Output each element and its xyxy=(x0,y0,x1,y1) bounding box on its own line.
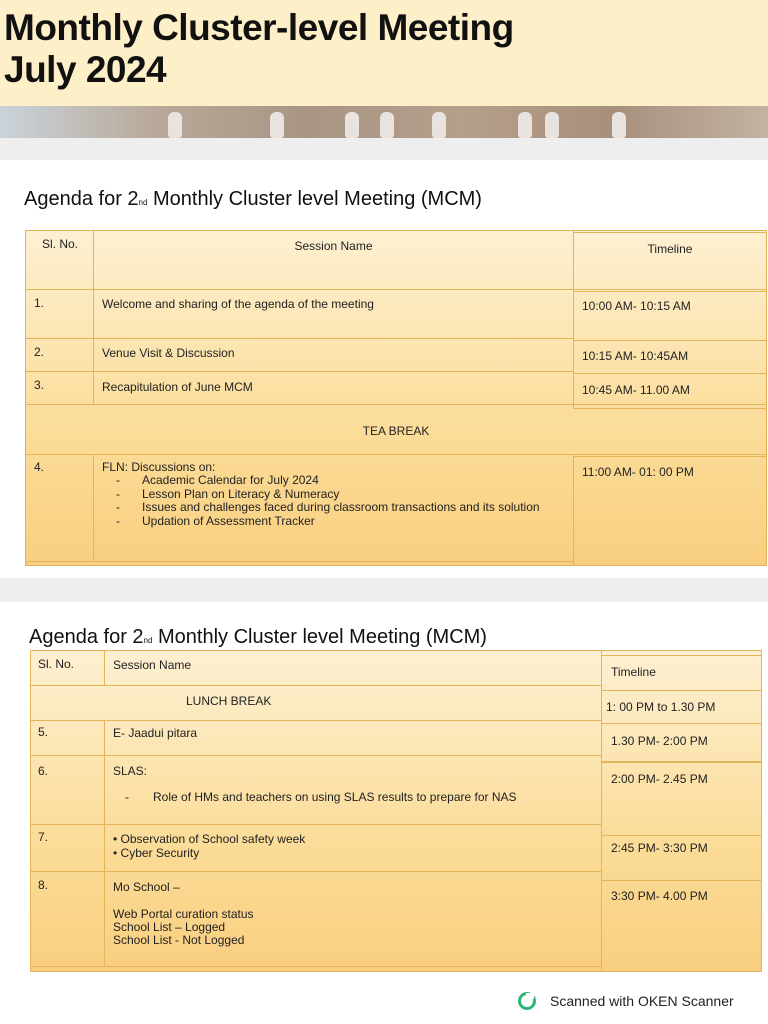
lunch-break-row: LUNCH BREAK xyxy=(30,685,602,721)
table-row-2-session: Venue Visit & Discussion xyxy=(93,338,574,372)
col-header-session: Session Name xyxy=(104,650,602,686)
list-item: Web Portal curation status xyxy=(113,907,254,921)
table-row-4-sl: 4. xyxy=(25,454,94,562)
list-item: • Observation of School safety week xyxy=(113,832,306,846)
header-photo-strip xyxy=(0,106,768,138)
table-row-1-sl: 1. xyxy=(25,289,94,339)
table-row-6-session xyxy=(104,755,602,825)
table-row-4-time: 11:00 AM- 01: 00 PM xyxy=(573,456,767,566)
table-row-3-time: 10:45 AM- 11.00 AM xyxy=(573,373,767,409)
list-item: • Cyber Security xyxy=(113,846,200,860)
col-header-session: Session Name xyxy=(93,230,574,290)
scanner-watermark-text: Scanned with OKEN Scanner xyxy=(550,993,734,1009)
table-row-7-time: 2:45 PM- 3:30 PM xyxy=(601,835,762,881)
col-header-timeline: Timeline xyxy=(573,232,767,290)
page-header xyxy=(0,0,768,106)
scanner-footer xyxy=(518,991,734,1011)
page-divider xyxy=(0,138,768,160)
list-item: - Lesson Plan on Literacy & Numeracy xyxy=(102,488,573,502)
list-item: School List – Logged xyxy=(113,920,226,934)
table-row-7-session xyxy=(104,824,602,872)
table-row-5-session: E- Jaadui pitara xyxy=(104,720,602,756)
agenda-2-title: Agenda for 2nd Monthly Cluster level Meeting (MCM) xyxy=(29,626,487,648)
fln-heading: FLN: Discussions on: xyxy=(102,460,216,474)
table-row-1-time: 10:00 AM- 10:15 AM xyxy=(573,291,767,341)
table-row-5-time: 1.30 PM- 2:00 PM xyxy=(601,723,762,763)
table-row-5-sl: 5. xyxy=(30,720,105,756)
col-header-timeline: Timeline xyxy=(601,655,762,691)
tea-break-row: TEA BREAK xyxy=(25,404,767,455)
table-row-6-time: 2:00 PM- 2.45 PM xyxy=(601,761,762,836)
table-row-8-sl: 8. xyxy=(30,871,105,967)
list-item: - Issues and challenges faced during classroom transactions and its solution xyxy=(102,501,573,515)
table-row-2-time: 10:15 AM- 10:45AM xyxy=(573,340,767,374)
table-row-4-session xyxy=(93,454,574,562)
col-header-sl: Sl. No. xyxy=(30,650,105,686)
list-item: - Academic Calendar for July 2024 xyxy=(102,474,573,488)
oken-scanner-icon xyxy=(518,992,536,1010)
table-row-8-time: 3:30 PM- 4.00 PM xyxy=(601,880,762,972)
table-row-6-sl: 6. xyxy=(30,755,105,825)
table-row-3-sl: 3. xyxy=(25,371,94,405)
fln-topic-list xyxy=(102,474,573,528)
page-subtitle: July 2024 xyxy=(4,49,167,90)
list-item: School List - Not Logged xyxy=(113,933,245,947)
page-title: Monthly Cluster-level Meeting xyxy=(4,7,514,48)
agenda-1-title: Agenda for 2nd Monthly Cluster level Meeting (MCM) xyxy=(24,188,482,210)
table-row-1-session: Welcome and sharing of the agenda of the meeting xyxy=(93,289,574,339)
col-header-sl: Sl. No. xyxy=(25,230,94,290)
list-item: - Updation of Assessment Tracker xyxy=(102,515,573,529)
slas-heading: SLAS: xyxy=(113,764,148,778)
table-row-8-session xyxy=(104,871,602,967)
slas-detail: - Role of HMs and teachers on using SLAS results to prepare for NAS xyxy=(125,790,517,804)
table-row-2-sl: 2. xyxy=(25,338,94,372)
page-divider xyxy=(0,578,768,602)
mo-school-heading: Mo School – xyxy=(113,880,180,894)
lunch-break-time: 1: 00 PM to 1.30 PM xyxy=(601,690,762,724)
table-row-7-sl: 7. xyxy=(30,824,105,872)
table-row-3-session: Recapitulation of June MCM xyxy=(93,371,574,405)
